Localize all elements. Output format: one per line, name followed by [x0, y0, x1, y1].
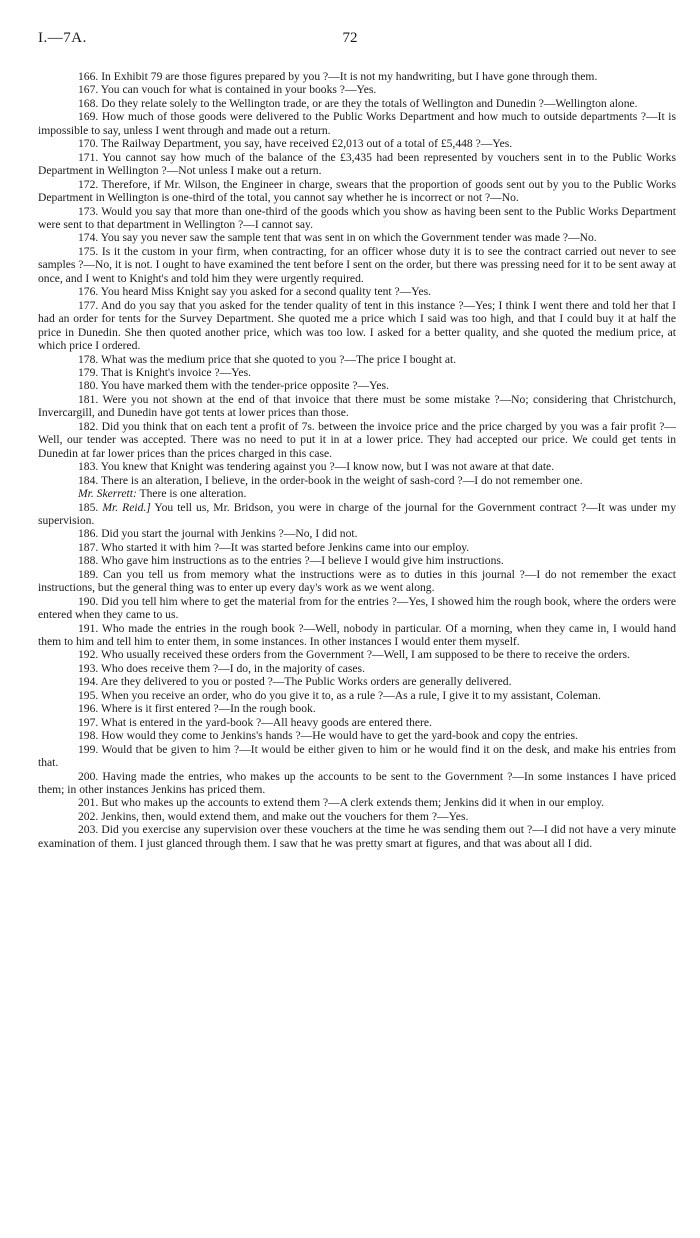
- paragraph-text: 187. Who started it with him ?—It was started before Jenkins came into our employ.: [78, 540, 470, 554]
- paragraph-text: 170. The Railway Department, you say, have received £2,013 out of a total of £5,448 ?—Yes.: [78, 137, 513, 151]
- testimony-paragraph: [38, 770, 676, 797]
- testimony-paragraph: [38, 648, 676, 661]
- paragraph-text: 199. Would that be given to him ?—It would be either given to him or he would find it on the desk, and make his entries from that.: [38, 742, 676, 770]
- paragraph-text: 203. Did you exercise any supervision over these vouchers at the time he was sending them out ?—I did not have a very minute examination of them. I just glanced through them. I saw that he was pretty smart at figures, and that was about all I did.: [38, 823, 676, 850]
- speaker-name: Mr. Reid.]: [102, 500, 151, 514]
- testimony-paragraph: [38, 151, 676, 178]
- paragraph-text: 178. What was the medium price that she quoted to you ?—The price I bought at.: [78, 352, 457, 366]
- testimony-paragraph: [38, 97, 676, 110]
- testimony-paragraph: [38, 379, 676, 392]
- paragraph-text: 174. You say you never saw the sample tent that was sent in on which the Government tender was made ?—No.: [78, 231, 597, 245]
- paragraph-text: 195. When you receive an order, who do you give it to, as a rule ?—As a rule, I give it to my assistant, Coleman.: [78, 688, 601, 702]
- testimony-paragraph: [38, 366, 676, 379]
- testimony-paragraph: [38, 702, 676, 715]
- paragraph-text: 200. Having made the entries, who makes up the accounts to be sent to the Government ?—In some instances I have priced them; in other instances Jenkins has priced them.: [38, 769, 676, 797]
- testimony-paragraph: [38, 541, 676, 554]
- paragraph-text: 169. How much of those goods were delivered to the Public Works Department and how much to outside departments ?—It is impossible to say, unless I went through and made out a return.: [38, 110, 676, 137]
- paragraph-text: 201. But who makes up the accounts to extend them ?—A clerk extends them; Jenkins did it when in our employ.: [78, 796, 605, 810]
- speaker-name: Mr. Skerrett:: [78, 487, 137, 501]
- testimony-paragraph: [38, 810, 676, 823]
- testimony-paragraph: [38, 554, 676, 567]
- testimony-paragraph: [38, 178, 676, 205]
- testimony-paragraph: [38, 245, 676, 285]
- testimony-paragraph: [38, 110, 676, 137]
- paragraph-text: 189. Can you tell us from memory what the instructions were as to duties in this journal ?—I do not remember the exact instructions, but the general thing was to enter up every day's work as we went along.: [38, 567, 676, 595]
- testimony-paragraph: [38, 743, 676, 770]
- paragraph-text: 184. There is an alteration, I believe, in the order-book in the weight of sash-cord ?—I do not remember one.: [78, 473, 583, 487]
- paragraph-text: 202. Jenkins, then, would extend them, and make out the vouchers for them ?—Yes.: [78, 809, 469, 823]
- paragraph-text: 167. You can vouch for what is contained in your books ?—Yes.: [78, 83, 377, 97]
- paragraph-text: 179. That is Knight's invoice ?—Yes.: [78, 365, 251, 379]
- testimony-paragraph: [38, 70, 676, 83]
- testimony-paragraph: [38, 675, 676, 688]
- testimony-paragraph: [38, 83, 676, 96]
- testimony-paragraph: [38, 285, 676, 298]
- document-reference: I.—7A.: [38, 30, 87, 46]
- testimony-body: [38, 70, 676, 850]
- paragraph-text: There is one alteration.: [136, 487, 247, 501]
- paragraph-text: 168. Do they relate solely to the Wellington trade, or are they the totals of Wellington and Dunedin ?—Wellington alone.: [78, 96, 638, 110]
- paragraph-text: You tell us, Mr. Bridson, you were in charge of the journal for the Government contract ?—It was under my supervision.: [38, 500, 676, 527]
- paragraph-text: 183. You knew that Knight was tendering against you ?—I know now, but I was not aware at that date.: [78, 460, 555, 474]
- testimony-paragraph: [38, 299, 676, 353]
- question-number: 185.: [78, 500, 103, 514]
- paragraph-text: 190. Did you tell him where to get the material from for the entries ?—Yes, I showed him the rough book, where the orders were entered when they came to us.: [38, 594, 676, 622]
- paragraph-text: 180. You have marked them with the tender-price opposite ?—Yes.: [78, 379, 389, 393]
- testimony-paragraph: [38, 796, 676, 809]
- testimony-paragraph: [38, 137, 676, 150]
- paragraph-text: 171. You cannot say how much of the balance of the £3,435 had been represented by vouchers sent in to the Public Works Department in Wellington ?—Not unless I make out a return.: [38, 150, 676, 178]
- paragraph-text: 197. What is entered in the yard-book ?—All heavy goods are entered there.: [78, 715, 432, 729]
- testimony-paragraph: [38, 689, 676, 702]
- testimony-paragraph: [38, 716, 676, 729]
- testimony-paragraph: [38, 460, 676, 473]
- paragraph-text: 172. Therefore, if Mr. Wilson, the Engineer in charge, swears that the proportion of goods sent out by you to the Public Works Department in Wellington is one-third of the total, you cannot say whether he is incorrect or not ?—No.: [38, 177, 676, 205]
- testimony-paragraph: [38, 231, 676, 244]
- testimony-paragraph: [38, 595, 676, 622]
- testimony-paragraph: [38, 622, 676, 649]
- page-number: 72: [342, 30, 358, 46]
- page-header: [38, 30, 662, 52]
- paragraph-text: 173. Would you say that more than one-third of the goods which you show as having been sent to the Public Works Department were sent to that department in Wellington ?—I cannot say.: [38, 204, 676, 231]
- testimony-paragraph: [38, 487, 676, 500]
- testimony-paragraph: [38, 353, 676, 366]
- testimony-paragraph: [38, 568, 676, 595]
- paragraph-text: 196. Where is it first entered ?—In the rough book.: [78, 702, 316, 716]
- paragraph-text: 175. Is it the custom in your firm, when contracting, for an officer whose duty it is to see the contract carried out never to see samples ?—No, it is not. I ought to have examined the tent before I sent on the order, but there was pressing need for it to be sent away at once, and I went to Knight's and told him they were urgently required.: [38, 244, 676, 285]
- testimony-paragraph: [38, 729, 676, 742]
- paragraph-text: 166. In Exhibit 79 are those figures prepared by you ?—It is not my handwriting, but I have gone through them.: [78, 70, 598, 83]
- paragraph-text: 198. How would they come to Jenkins's hands ?—He would have to get the yard-book and copy the entries.: [78, 729, 578, 743]
- paragraph-text: 186. Did you start the journal with Jenkins ?—No, I did not.: [78, 527, 358, 541]
- paragraph-text: 192. Who usually received these orders from the Government ?—Well, I am supposed to be there to receive the orders.: [78, 648, 630, 662]
- testimony-paragraph: [38, 501, 676, 528]
- testimony-paragraph: [38, 527, 676, 540]
- testimony-paragraph: [38, 662, 676, 675]
- paragraph-text: 194. Are they delivered to you or posted ?—The Public Works orders are generally delivered.: [78, 675, 512, 689]
- testimony-paragraph: [38, 474, 676, 487]
- testimony-paragraph: [38, 420, 676, 460]
- paragraph-text: 181. Were you not shown at the end of that invoice that there must be some mistake ?—No; considering that Christchurch, Invercargill, and Dunedin have got tents at lower prices than those.: [38, 392, 676, 420]
- testimony-paragraph: [38, 393, 676, 420]
- paragraph-text: 176. You heard Miss Knight say you asked for a second quality tent ?—Yes.: [78, 285, 432, 299]
- testimony-paragraph: [38, 823, 676, 850]
- paragraph-text: 182. Did you think that on each tent a profit of 7s. between the invoice price and the price charged by you was a fair profit ?—Well, our tender was accepted. There was no need to put it in at a lower price. They had accepted our price. We could get tents in Dunedin at far lower prices than the prices charged in this case.: [38, 419, 676, 460]
- testimony-paragraph: [38, 205, 676, 232]
- paragraph-text: 188. Who gave him instructions as to the entries ?—I believe I would give him instructions.: [78, 554, 504, 568]
- paragraph-text: 177. And do you say that you asked for the tender quality of tent in this instance ?—Yes; I think I went there and told her that I had an order for tents for the Survey Department. She quoted me a price which I said was too high, and that I could buy it at half the price in Dunedin. She then quoted another price, which was too low. I asked for a better quality, and she quoted the medium price, at which price I ordered.: [38, 298, 676, 353]
- paragraph-text: 193. Who does receive them ?—I do, in the majority of cases.: [78, 661, 365, 675]
- paragraph-text: 191. Who made the entries in the rough book ?—Well, nobody in particular. Of a morning, when they came in, I would hand them to him and tell him to enter them, in some instances. In other instances I would enter them myself.: [38, 621, 676, 649]
